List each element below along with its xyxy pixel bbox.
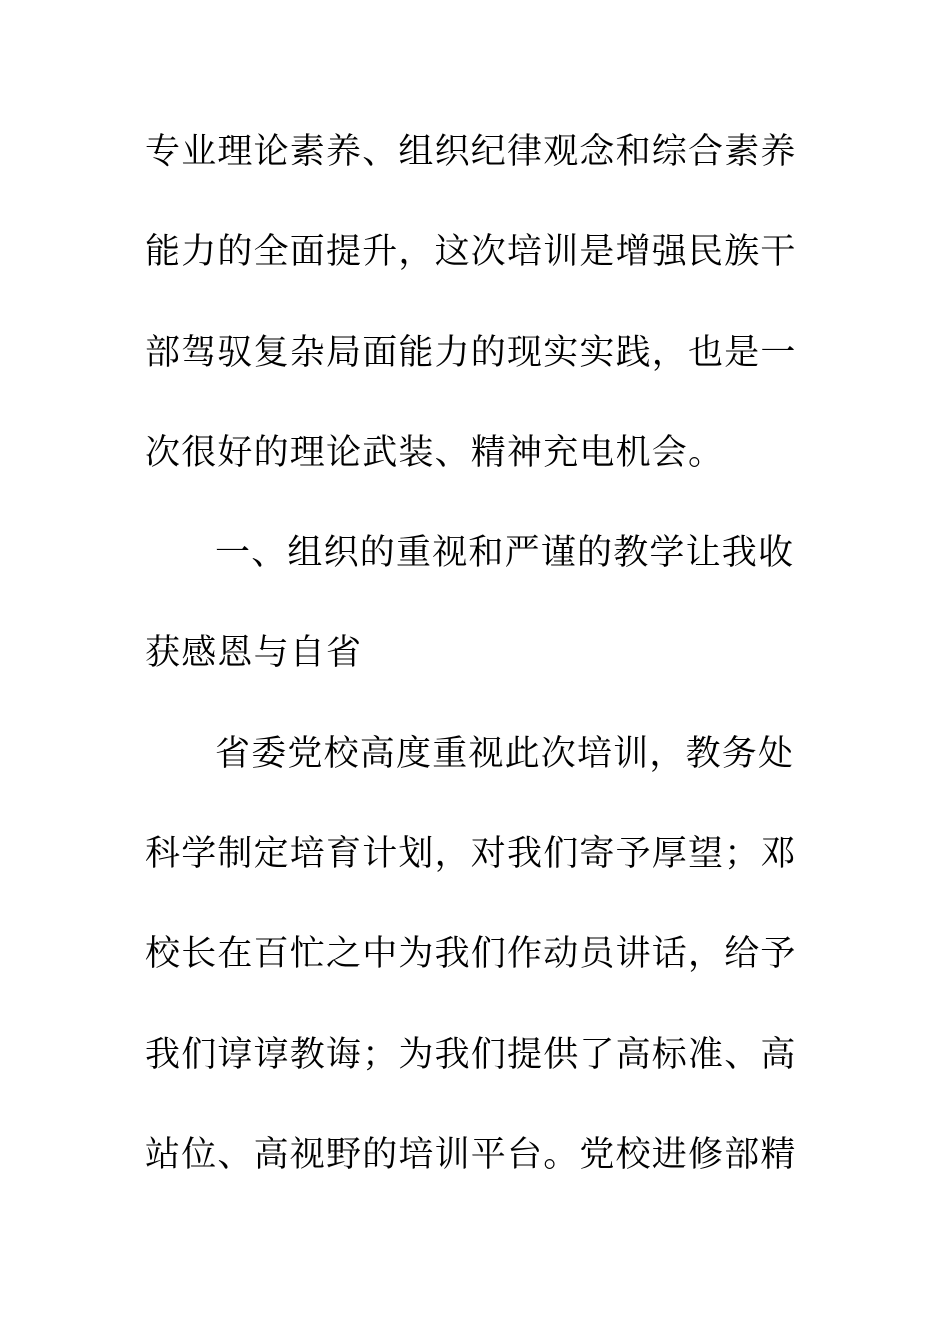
text-line: 科学制定培育计划，对我们寄予厚望；邓 [145,834,797,875]
text-line: 我们谆谆教诲；为我们提供了高标准、高 [145,1034,797,1075]
text-line: 能力的全面提升，这次培训是增强民族干 [145,232,797,273]
text-line: 部驾驭复杂局面能力的现实实践，也是一 [145,332,797,373]
text-line: 校长在百忙之中为我们作动员讲话，给予 [145,934,797,975]
section-heading-line: 获感恩与自省 [145,633,363,674]
section-heading-line: 一、组织的重视和严谨的教学让我收 [215,533,795,574]
body-text [145,123,797,1226]
text-line: 站位、高视野的培训平台。党校进修部精 [145,1134,797,1175]
text-line: 省委党校高度重视此次培训，教务处 [215,733,795,774]
text-line: 次很好的理论武装、精神充电机会。 [145,432,725,473]
text-line: 专业理论素养、组织纪律观念和综合素养 [145,132,797,172]
